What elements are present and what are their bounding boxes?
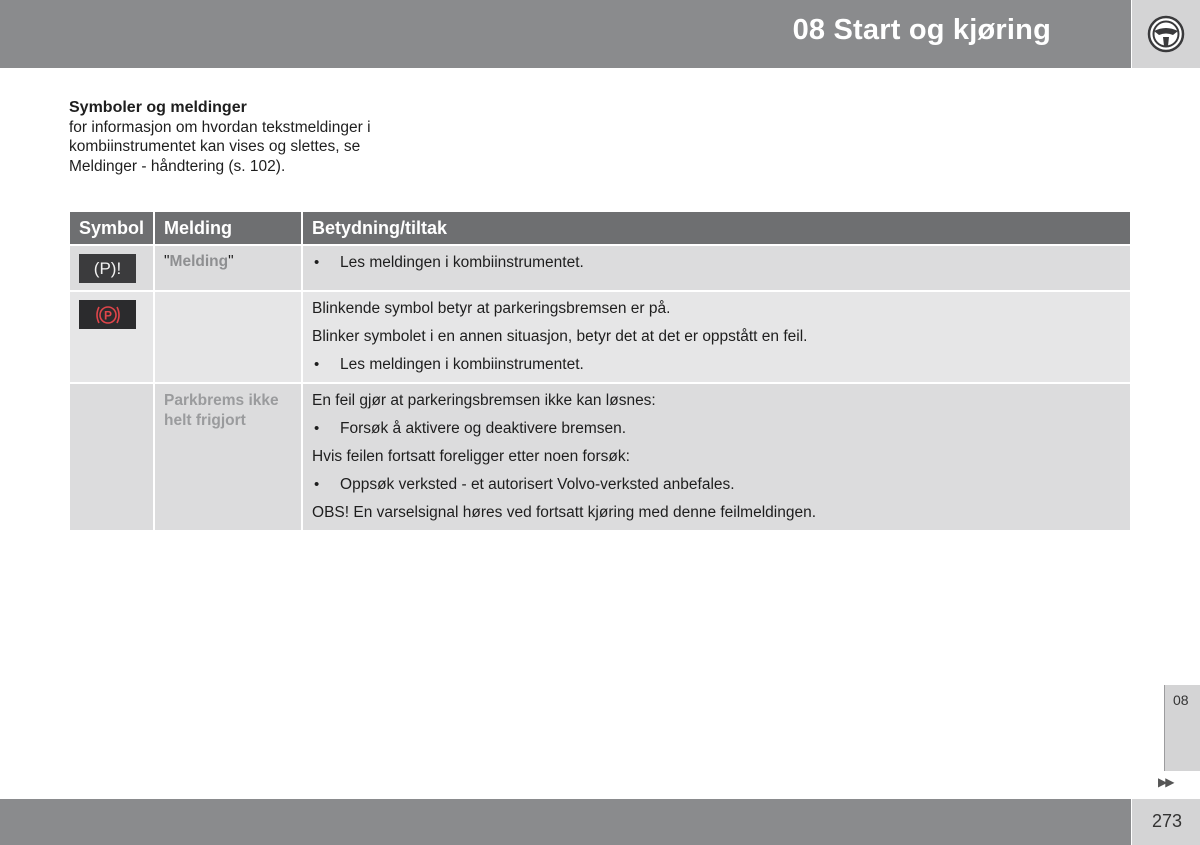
bullet-text: Forsøk å aktivere og deaktivere bremsen.	[340, 420, 627, 437]
bullet-item	[312, 355, 1121, 375]
chapter-side-tab[interactable]	[1164, 685, 1200, 771]
intro-text-line: kombiinstrumentet kan vises og slettes, se	[69, 138, 361, 155]
description-line: Blinker symbolet i en annen situasjon, betyr det at det er oppstått en feil.	[312, 328, 808, 345]
bullet-dot: •	[314, 420, 320, 437]
chapter-title: 08 Start og kjøring	[792, 14, 1051, 46]
bullet-text: Les meldingen i kombiinstrumentet.	[340, 254, 584, 271]
quote-close: "	[228, 253, 234, 270]
chapter-icon-box	[1132, 0, 1200, 68]
table-row	[69, 291, 1131, 383]
footer-bar	[0, 799, 1131, 845]
bullet-dot: •	[314, 476, 320, 493]
symbol-message-table	[68, 210, 1132, 532]
bullet-item	[312, 253, 1121, 273]
table-header-row	[69, 211, 1131, 245]
bullet-text: Les meldingen i kombiinstrumentet.	[340, 356, 584, 373]
page-number-box	[1132, 799, 1200, 845]
melding-cell	[154, 245, 302, 291]
table-row	[69, 245, 1131, 291]
bullet-item	[312, 475, 1121, 495]
parking-brake-red-icon	[95, 304, 121, 326]
intro-section	[69, 98, 409, 176]
parking-symbol-text: (P)!	[93, 258, 122, 278]
double-chevron-right-icon[interactable]: ▶▶	[1158, 775, 1173, 789]
symbol-cell	[69, 291, 154, 383]
chapter-tab-label: 08	[1173, 692, 1189, 708]
section-heading: Symboler og meldinger	[69, 99, 247, 116]
betydning-cell	[302, 245, 1131, 291]
quote-open: "	[164, 253, 170, 270]
bullet-item	[312, 419, 1121, 439]
description-line: Blinkende symbol betyr at parkeringsbremsen er på.	[312, 300, 671, 317]
betydning-cell	[302, 383, 1131, 531]
symbol-cell	[69, 383, 154, 531]
header-melding: Melding	[154, 211, 302, 245]
header-symbol: Symbol	[69, 211, 154, 245]
steering-wheel-icon	[1146, 14, 1186, 54]
melding-cell	[154, 383, 302, 531]
header-bar	[0, 0, 1131, 68]
melding-label: Parkbrems ikke	[164, 392, 279, 409]
intro-text-line: for informasjon om hvordan tekstmeldinger i	[69, 118, 371, 136]
melding-label: Melding	[169, 253, 229, 270]
bullet-text: Oppsøk verksted - et autorisert Volvo-verksted anbefales.	[340, 476, 735, 493]
description-line: Hvis feilen fortsatt foreligger etter noen forsøk:	[312, 448, 630, 465]
header-betydning: Betydning/tiltak	[302, 211, 1131, 245]
melding-cell	[154, 291, 302, 383]
melding-label: helt frigjort	[164, 412, 246, 429]
intro-text-line: Meldinger - håndtering (s. 102).	[69, 157, 286, 175]
bullet-dot: •	[314, 356, 320, 373]
page-number: 273	[1151, 811, 1182, 831]
table-row	[69, 383, 1131, 531]
parking-brake-red-icon-box	[79, 300, 136, 329]
parking-symbol-badge	[79, 254, 136, 283]
description-line: OBS! En varselsignal høres ved fortsatt kjøring med denne feilmeldingen.	[312, 504, 817, 521]
svg-text:P: P	[103, 308, 112, 322]
symbol-cell	[69, 245, 154, 291]
bullet-dot: •	[314, 254, 320, 271]
description-line: En feil gjør at parkeringsbremsen ikke kan løsnes:	[312, 392, 656, 409]
betydning-cell	[302, 291, 1131, 383]
